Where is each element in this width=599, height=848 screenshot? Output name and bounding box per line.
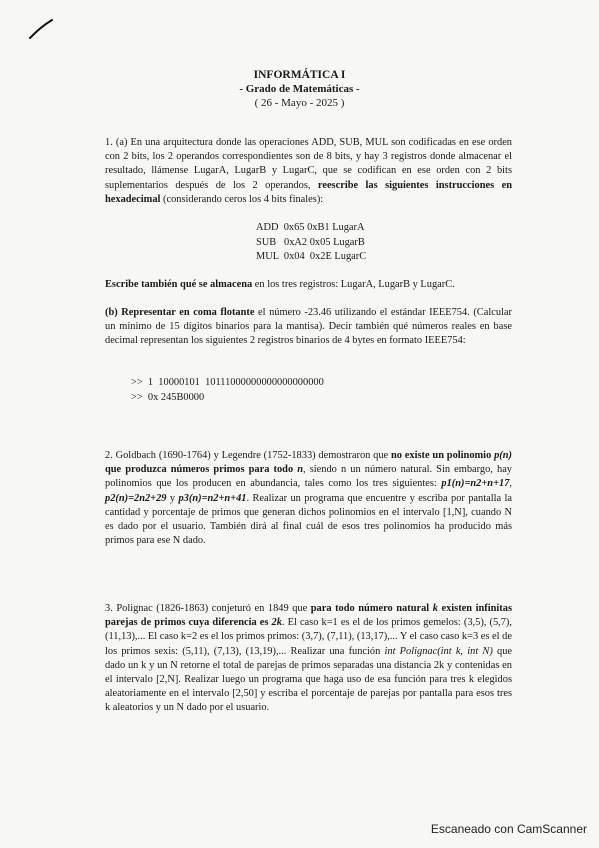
exam-header — [0, 68, 599, 110]
question-2: 2. Goldbach (1690-1764) y Legendre (1752-1833) demostraron que no existe un polinomio p(n) que produzca números primos para todo n, siendo n un número natural. Sin embargo, hay polinomios que los producen en abundancia, tales como los tres siguientes: p1(n)=n2+n+17, p2(n)=2n2+29 y p3(n)=n2+n+41. Realizar un programa que encuentre y escriba por pantalla la cantidad y porcentaje de primos que generan dichos polinomios en el intervalo [1,N], cuando N es dado por el usuario. También dirá al final cuál de esos tres polinomios ha producido más primos para ese N dado. — [105, 450, 513, 547]
q3-2k-symbol: 2k — [271, 617, 282, 629]
q1b-text: el número -23.46 utilizando el estándar IEEE754. (Calcular un mínimo de 15 dígitos binarios para la mantisa). Decir también qué números reales en base decimal representan los siguientes 2 registros binarios de 4 bytes en formato IEEE754: — [105, 307, 512, 347]
q3-function-signature: int Polignac(int k, int N) — [384, 645, 493, 657]
binary-registers — [131, 376, 324, 405]
q1a-text-1: 1. (a) En una arquitectura donde las operaciones ADD, SUB, MUL son codificadas en ese orden con 2 bits, los 2 operandos correspondientes son de 8 bits, y hay 3 registros donde almacenar el resultado, llámense LugarA, LugarB y LugarC, que se codifican en ese orden con 2 bits suplementarios después de los 2 operandos, — [105, 137, 512, 191]
q3-emphasis-1: para todo número natural — [310, 603, 433, 614]
q3-text-1: 3. Polignac (1826-1863) conjeturó en 1849 que — [105, 603, 311, 614]
q1a-emphasis: reescribe las siguientes instrucciones en hexadecimal — [105, 179, 512, 205]
q2-polynomial-1: p1(n)=n2+n+17 — [441, 478, 510, 490]
q2-emphasis-1: no existe un polinomio — [391, 450, 495, 461]
exam-date: ( 26 - Mayo - 2025 ) — [254, 97, 345, 109]
q2-emphasis-2: que produzca números primos para todo — [105, 464, 298, 476]
instruction-list — [256, 221, 366, 265]
instruction-mul: MUL 0x04 0x2E LugarC — [256, 251, 367, 262]
instruction-add: ADD 0x65 0xB1 LugarA — [256, 222, 365, 233]
question-1b — [105, 306, 512, 349]
question-1-registers — [105, 278, 512, 292]
binary-register-2: >> 0x 245B0000 — [131, 391, 205, 403]
q1b-emphasis: (b) Representar en coma flotante — [105, 307, 255, 318]
q2-n-symbol: n — [297, 464, 304, 476]
q3-emphasis-2: existen infinitas parejas de primos cuya diferencia es — [105, 603, 512, 629]
binary-register-1: >> 1 10000101 10111000000000000000000 — [131, 377, 324, 388]
q2-text-3: . Realizar un programa que encuentre y escriba por pantalla la cantidad y porcentaje de primos que generan dichos polinomios en el intervalo [1,N], cuando N es dado por el usuario. También dirá al final cuál de esos tres polinomios ha producido más primos para ese N dado. — [105, 492, 513, 547]
question-1a — [105, 136, 512, 207]
exam-title: INFORMÁTICA I — [253, 69, 346, 81]
instruction-sub: SUB 0xA2 0x05 LugarB — [256, 236, 365, 248]
pen-stroke-mark — [28, 18, 54, 40]
q3-k-symbol: k — [432, 603, 438, 614]
q3-text-2: . El caso k=1 es el de los primos gemelos: (3,5), (5,7), (11,13),... El caso k=2 es el los primos primos: (3,7), (7,11), (13,17),... Y el caso caso k=3 es el de los primos sexis: (5,11), (7,13), (13,19),... Realizar una función — [105, 617, 512, 657]
q2-polynomial-symbol: p(n) — [494, 450, 512, 461]
q1-write-emphasis: Escribe también qué se almacena — [105, 279, 253, 290]
q2-text-1: 2. Goldbach (1690-1764) y Legendre (1752-1833) demostraron que — [105, 450, 391, 461]
exam-subtitle: - Grado de Matemáticas - — [239, 83, 360, 95]
q3-text-3: que dado un k y un N retorne el total de parejas de primos separadas una distancia 2k y contenidas en el intervalo [2,N]. Realizar luego un programa que haga uso de esa función para tres k elegidos aleatoriamente en el intervalo [2,50] y escriba el porcentaje de parejas por pantalla para esos tres k aleatorios y un N dado por el usuario. — [105, 645, 512, 714]
q2-text-2: , siendo n un número natural. Sin embargo, hay polinomios que los producen en abundancia, tales como los tres siguientes: — [105, 464, 512, 490]
q2-polynomial-3: p3(n)=n2+n+41 — [178, 492, 247, 504]
question-3 — [105, 602, 512, 716]
q1-write-text: en los tres registros: LugarA, LugarB y LugarC. — [252, 279, 455, 290]
q1a-text-2: (considerando ceros los 4 bits finales): — [160, 193, 324, 205]
q2-polynomial-2: p2(n)=2n2+29 — [105, 492, 167, 504]
camscanner-watermark: Escaneado con CamScanner — [430, 822, 587, 836]
